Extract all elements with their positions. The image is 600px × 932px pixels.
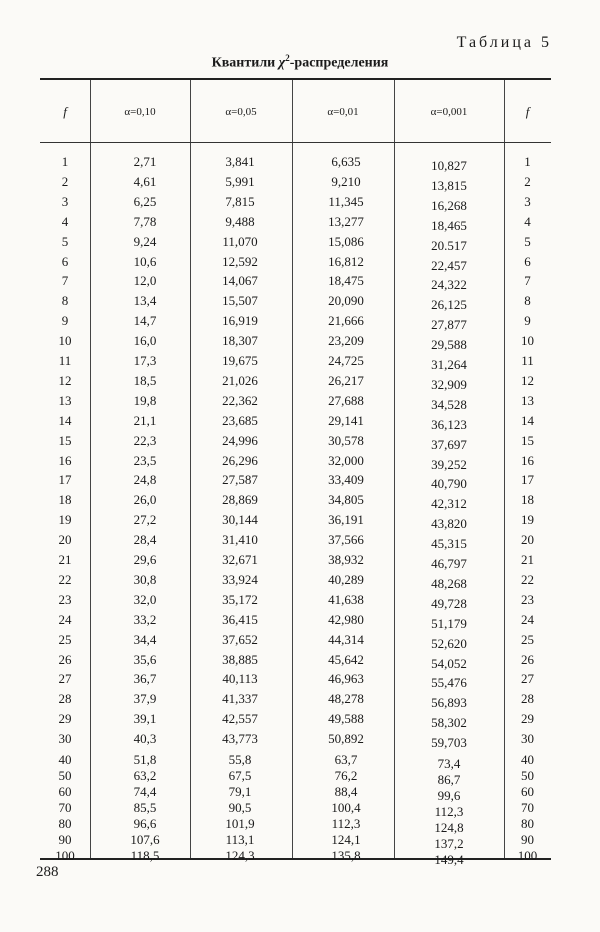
cell-alpha-010: 24,8	[133, 472, 157, 488]
cell-alpha-0001: 42,312	[431, 496, 467, 512]
cell-alpha-0001: 27,877	[431, 317, 467, 333]
cell-alpha-0001: 137,2	[434, 836, 464, 851]
cell-alpha-010: 40,3	[133, 731, 157, 747]
cell-alpha-001: 41,638	[328, 591, 364, 607]
cell-alpha-010: 6,25	[133, 193, 157, 209]
cell-alpha-001: 13,277	[328, 213, 364, 229]
cell-f-left: 10	[58, 333, 72, 349]
cell-alpha-001: 42,980	[328, 611, 364, 627]
cell-alpha-005: 15,507	[222, 293, 258, 309]
cell-alpha-005: 3,841	[225, 154, 255, 169]
cell-alpha-010: 34,4	[133, 631, 157, 647]
cell-f-left: 2	[61, 173, 69, 189]
cell-f-right: 14	[521, 412, 534, 428]
cell-alpha-001: 27,688	[328, 392, 364, 408]
cell-alpha-0001: 34,528	[431, 396, 467, 412]
cell-alpha-001: 112,3	[331, 816, 361, 831]
cell-alpha-001: 49,588	[328, 711, 364, 727]
cell-alpha-005: 67,5	[228, 768, 252, 783]
table-row	[40, 291, 551, 313]
cell-alpha-0001: 18,465	[431, 217, 467, 233]
header-f-right: f	[525, 104, 530, 119]
cell-f-left: 20	[58, 532, 72, 548]
cell-alpha-0001: 52,620	[431, 635, 467, 651]
cell-f-right: 25	[521, 631, 534, 647]
table-row	[40, 470, 551, 492]
cell-f-right: 11	[521, 353, 534, 368]
cell-alpha-001: 9,210	[331, 173, 361, 189]
table-row	[40, 570, 551, 589]
cell-alpha-005: 37,652	[222, 631, 258, 647]
cell-alpha-001: 33,409	[328, 472, 364, 488]
cell-alpha-001: 21,666	[328, 313, 364, 329]
cell-f-left: 28	[58, 691, 72, 707]
cell-alpha-0001: 29,588	[431, 337, 467, 353]
cell-f-right: 4	[524, 213, 531, 229]
cell-alpha-005: 43,773	[222, 731, 258, 747]
cell-alpha-005: 42,557	[222, 711, 258, 727]
header-alpha-001: α=0,01	[327, 106, 359, 118]
cell-alpha-010: 37,9	[133, 691, 157, 707]
cell-f-left: 13	[58, 392, 72, 408]
cell-alpha-001: 11,345	[328, 193, 364, 209]
cell-f-left: 30	[58, 731, 72, 747]
table-row	[40, 530, 551, 552]
cell-alpha-005: 12,592	[222, 253, 258, 269]
cell-alpha-010: 16,0	[133, 333, 157, 349]
title-chi: χ	[278, 55, 286, 71]
cell-alpha-010: 18,5	[133, 372, 157, 388]
cell-f-left: 5	[61, 233, 69, 249]
cell-alpha-005: 26,296	[222, 452, 258, 468]
cell-alpha-0001: 51,179	[431, 615, 467, 631]
cell-alpha-010: 107,6	[130, 832, 160, 847]
cell-alpha-005: 16,919	[222, 313, 258, 329]
cell-alpha-005: 28,869	[222, 492, 258, 508]
cell-alpha-001: 135,8	[331, 848, 361, 863]
cell-alpha-0001: 48,268	[431, 575, 467, 591]
cell-alpha-005: 18,307	[222, 333, 258, 349]
cell-f-left: 4	[61, 213, 69, 229]
cell-alpha-0001: 31,264	[431, 357, 467, 372]
cell-alpha-010: 10,6	[133, 253, 157, 269]
cell-alpha-010: 36,7	[133, 671, 157, 687]
cell-f-left: 15	[58, 432, 72, 448]
cell-alpha-0001: 13,815	[431, 177, 467, 193]
cell-alpha-010: 26,0	[133, 492, 157, 508]
cell-alpha-010: 2,71	[133, 154, 157, 169]
cell-f-right: 23	[521, 591, 534, 607]
cell-alpha-005: 41,337	[222, 691, 258, 707]
table-row	[40, 371, 551, 390]
cell-alpha-0001: 73,4	[437, 756, 461, 771]
cell-f-right: 5	[524, 233, 531, 249]
cell-alpha-005: 27,587	[222, 472, 258, 488]
cell-f-right: 13	[521, 392, 534, 408]
cell-alpha-0001: 16,268	[431, 197, 467, 213]
cell-f-right: 3	[524, 193, 531, 209]
cell-alpha-0001: 20.517	[431, 237, 467, 253]
header-divider	[40, 142, 551, 143]
cell-f-right: 24	[521, 611, 534, 627]
cell-f-right: 1	[524, 154, 531, 169]
cell-f-right: 90	[521, 832, 534, 847]
cell-alpha-001: 16,812	[328, 253, 364, 269]
cell-f-right: 30	[521, 731, 534, 747]
cell-alpha-010: 23,5	[133, 452, 157, 468]
cell-f-left: 11	[58, 353, 72, 368]
cell-f-left: 50	[58, 768, 72, 783]
cell-f-right: 16	[521, 452, 534, 468]
cell-alpha-0001: 43,820	[431, 516, 467, 532]
cell-f-right: 29	[521, 711, 534, 727]
cell-alpha-001: 18,475	[328, 273, 364, 289]
cell-alpha-010: 33,2	[133, 611, 157, 627]
cell-alpha-005: 14,067	[222, 273, 258, 289]
cell-alpha-005: 40,113	[222, 671, 258, 687]
cell-f-right: 20	[521, 532, 534, 548]
cell-alpha-0001: 46,797	[431, 556, 467, 571]
cell-alpha-001: 32,000	[328, 452, 364, 468]
header-f-left: f	[63, 104, 67, 119]
table-row	[40, 669, 551, 691]
cell-f-left: 17	[58, 472, 72, 488]
cell-f-right: 8	[524, 293, 531, 309]
cell-alpha-001: 38,932	[328, 552, 364, 567]
header-alpha-010: α=0,10	[124, 106, 156, 118]
cell-f-right: 19	[521, 512, 534, 528]
table-row	[40, 311, 551, 333]
cell-f-left: 90	[58, 832, 72, 847]
cell-alpha-010: 96,6	[133, 816, 157, 831]
cell-f-left: 3	[61, 193, 69, 209]
table-row	[40, 192, 551, 211]
cell-alpha-0001: 149,4	[434, 852, 464, 867]
table-row	[40, 490, 551, 512]
cell-alpha-005: 36,415	[222, 611, 258, 627]
cell-f-left: 24	[58, 611, 72, 627]
cell-f-right: 60	[521, 784, 534, 799]
cell-alpha-010: 74,4	[133, 784, 157, 799]
cell-alpha-0001: 39,252	[431, 456, 467, 472]
table-row	[40, 610, 551, 629]
title-suffix: -распределения	[289, 55, 389, 71]
cell-alpha-010: 32,0	[133, 591, 157, 607]
cell-f-left: 9	[61, 313, 69, 329]
cell-alpha-0001: 37,697	[431, 436, 467, 452]
cell-f-right: 50	[521, 768, 534, 783]
cell-f-right: 40	[521, 752, 534, 767]
cell-f-left: 12	[58, 372, 72, 388]
cell-alpha-0001: 55,476	[431, 675, 467, 691]
cell-f-left: 25	[58, 631, 72, 647]
cell-alpha-0001: 56,893	[431, 695, 467, 711]
header-alpha-005: α=0,05	[225, 106, 257, 118]
cell-alpha-0001: 36,123	[431, 416, 467, 432]
cell-f-right: 7	[524, 273, 531, 289]
cell-f-left: 29	[58, 711, 72, 727]
cell-alpha-005: 31,410	[222, 532, 258, 548]
cell-alpha-010: 39,1	[133, 711, 157, 727]
table-row	[40, 411, 551, 430]
cell-alpha-001: 46,963	[328, 671, 364, 687]
cell-f-left: 80	[58, 816, 72, 831]
cell-alpha-0001: 54,052	[431, 655, 467, 671]
table-row	[40, 172, 551, 191]
cell-alpha-0001: 124,8	[434, 820, 464, 835]
cell-alpha-010: 7,78	[133, 213, 157, 229]
cell-alpha-0001: 59,703	[431, 735, 467, 751]
table-row	[40, 846, 551, 865]
table-row	[40, 650, 551, 669]
cell-alpha-001: 50,892	[328, 731, 364, 747]
cell-alpha-001: 30,578	[328, 432, 364, 448]
cell-f-right: 17	[521, 472, 534, 488]
cell-alpha-005: 101,9	[225, 816, 255, 831]
table-row	[40, 590, 551, 609]
cell-alpha-010: 35,6	[133, 651, 157, 667]
cell-f-right: 10	[521, 333, 534, 349]
cell-alpha-0001: 10,827	[431, 158, 467, 173]
table-row	[40, 431, 551, 450]
table-row	[40, 391, 551, 410]
cell-alpha-001: 34,805	[328, 492, 364, 508]
cell-alpha-010: 118,5	[130, 848, 160, 863]
cell-f-left: 60	[58, 784, 72, 799]
cell-f-left: 8	[61, 293, 69, 309]
cell-alpha-001: 15,086	[328, 233, 364, 249]
cell-alpha-005: 21,026	[222, 372, 258, 388]
cell-alpha-001: 26,217	[328, 372, 364, 388]
cell-f-left: 27	[58, 671, 72, 687]
cell-alpha-005: 124,3	[225, 848, 255, 863]
cell-f-right: 18	[521, 492, 534, 508]
cell-f-left: 70	[58, 800, 72, 815]
cell-alpha-0001: 32,909	[431, 376, 467, 392]
cell-alpha-005: 90,5	[228, 800, 252, 815]
cell-alpha-001: 44,314	[328, 631, 364, 647]
table-row	[40, 351, 551, 370]
cell-f-right: 2	[524, 173, 531, 189]
cell-alpha-001: 23,209	[328, 333, 364, 349]
cell-f-right: 12	[521, 372, 534, 388]
cell-alpha-010: 9,24	[133, 233, 157, 249]
table-row	[40, 252, 551, 271]
cell-alpha-001: 76,2	[334, 768, 358, 783]
cell-alpha-010: 22,3	[133, 432, 157, 448]
cell-f-left: 18	[58, 492, 72, 508]
cell-alpha-010: 85,5	[133, 800, 157, 815]
table-row	[40, 689, 551, 711]
table-row	[40, 271, 551, 293]
cell-alpha-010: 28,4	[133, 532, 157, 548]
cell-alpha-001: 45,642	[328, 651, 364, 667]
cell-alpha-0001: 24,322	[431, 277, 467, 293]
table-row	[40, 152, 551, 171]
cell-alpha-010: 30,8	[133, 571, 157, 587]
table-row	[40, 729, 551, 751]
cell-alpha-0001: 26,125	[431, 297, 467, 313]
cell-f-right: 6	[524, 253, 531, 269]
header-alpha-0001: α=0,001	[430, 106, 468, 118]
table-row	[40, 451, 551, 470]
cell-f-right: 27	[521, 671, 534, 687]
cell-alpha-005: 24,996	[222, 432, 258, 448]
table-label: Таблица 5	[456, 34, 552, 51]
table-row	[40, 550, 551, 569]
cell-f-left: 21	[58, 552, 72, 567]
cell-f-right: 21	[521, 552, 534, 567]
cell-alpha-001: 20,090	[328, 293, 364, 309]
cell-alpha-001: 40,289	[328, 571, 364, 587]
cell-alpha-010: 29,6	[133, 552, 157, 567]
cell-f-right: 28	[521, 691, 534, 707]
cell-f-right: 100	[517, 848, 538, 863]
title-prefix: Квантили	[211, 55, 279, 71]
cell-alpha-005: 35,172	[222, 591, 258, 607]
cell-alpha-010: 19,8	[133, 392, 157, 408]
cell-alpha-005: 5,991	[225, 173, 255, 189]
cell-alpha-010: 27,2	[133, 512, 157, 528]
cell-alpha-005: 38,885	[222, 651, 258, 667]
table-row	[40, 630, 551, 649]
cell-alpha-001: 100,4	[331, 800, 361, 815]
cell-f-right: 26	[521, 651, 534, 667]
table-row	[40, 331, 551, 353]
cell-f-left: 23	[58, 591, 72, 607]
cell-alpha-0001: 45,315	[431, 536, 467, 552]
cell-alpha-001: 88,4	[334, 784, 358, 799]
cell-alpha-001: 37,566	[328, 532, 364, 548]
quantile-table	[40, 78, 551, 867]
cell-f-right: 80	[521, 816, 534, 831]
cell-alpha-010: 12,0	[133, 273, 157, 289]
cell-alpha-001: 124,1	[331, 832, 361, 847]
page-number: 288	[36, 864, 59, 880]
cell-alpha-010: 17,3	[133, 353, 157, 368]
cell-alpha-005: 32,671	[222, 552, 258, 567]
cell-f-right: 22	[521, 571, 534, 587]
cell-alpha-0001: 99,6	[437, 788, 461, 803]
cell-alpha-010: 63,2	[133, 768, 157, 783]
cell-alpha-001: 48,278	[328, 691, 364, 707]
cell-alpha-005: 7,815	[225, 193, 255, 209]
cell-alpha-0001: 86,7	[437, 772, 461, 787]
table-row	[40, 212, 551, 231]
cell-f-right: 15	[521, 432, 534, 448]
cell-alpha-005: 33,924	[222, 571, 258, 587]
title-sup: 2	[285, 53, 290, 63]
cell-alpha-010: 13,4	[133, 293, 157, 309]
cell-alpha-005: 11,070	[222, 233, 258, 249]
cell-alpha-010: 14,7	[133, 313, 157, 329]
cell-alpha-001: 63,7	[334, 752, 358, 767]
cell-alpha-005: 55,8	[228, 752, 252, 767]
cell-alpha-0001: 40,790	[431, 476, 467, 492]
cell-f-left: 19	[58, 512, 72, 528]
cell-f-left: 26	[58, 651, 72, 667]
cell-alpha-001: 36,191	[328, 512, 364, 528]
cell-alpha-001: 24,725	[328, 353, 364, 368]
cell-alpha-0001: 112,3	[434, 804, 464, 819]
cell-alpha-001: 29,141	[328, 412, 364, 428]
cell-f-left: 22	[58, 571, 72, 587]
cell-alpha-005: 9,488	[225, 213, 255, 229]
cell-alpha-010: 4,61	[133, 173, 157, 189]
cell-alpha-005: 30,144	[222, 512, 258, 528]
cell-alpha-001: 6,635	[331, 154, 361, 169]
cell-f-left: 6	[61, 253, 69, 269]
cell-f-left: 7	[61, 273, 69, 289]
cell-alpha-005: 19,675	[222, 353, 258, 368]
cell-f-left: 16	[58, 452, 72, 468]
cell-alpha-0001: 58,302	[431, 715, 467, 731]
cell-f-left: 100	[55, 848, 75, 863]
table-row	[40, 709, 551, 731]
table-title	[0, 53, 600, 72]
cell-f-left: 1	[61, 154, 69, 169]
table-row	[40, 510, 551, 532]
cell-alpha-010: 21,1	[133, 412, 157, 428]
cell-alpha-0001: 49,728	[431, 595, 467, 611]
cell-f-right: 70	[521, 800, 534, 815]
cell-f-right: 9	[524, 313, 531, 329]
cell-alpha-005: 23,685	[222, 412, 258, 428]
cell-alpha-0001: 22,457	[431, 257, 467, 273]
cell-f-left: 40	[58, 752, 72, 767]
cell-alpha-010: 51,8	[133, 752, 157, 767]
table-row	[40, 232, 551, 251]
cell-alpha-005: 113,1	[225, 832, 255, 847]
cell-alpha-005: 22,362	[222, 392, 258, 408]
cell-f-left: 14	[58, 412, 72, 428]
cell-alpha-005: 79,1	[228, 784, 252, 799]
